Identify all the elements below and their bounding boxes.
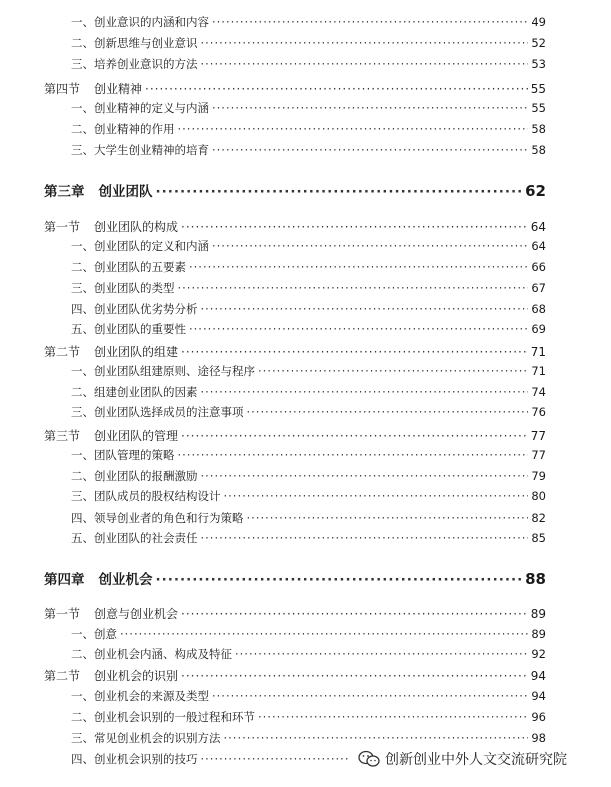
entry-title-text: 创业机会内涵、构成及特征 [94, 647, 232, 661]
entry-number: 一、 [71, 448, 94, 462]
entry-title [44, 605, 178, 622]
entry-title-text: 创业团队的管理 [94, 429, 179, 443]
dot-leader [212, 101, 528, 115]
page-number: 85 [531, 531, 546, 545]
page-number: 52 [531, 36, 546, 50]
page-number: 76 [531, 405, 546, 419]
entry-title [71, 280, 175, 296]
toc-entry [71, 280, 546, 296]
entry-number: 二、 [71, 710, 94, 724]
entry-title-text: 创新思维与创业意识 [94, 36, 198, 50]
entry-number: 第三节 [44, 429, 81, 443]
entry-title-text: 创业团队的构成 [94, 220, 179, 234]
entry-number: 第一节 [44, 220, 81, 234]
page-number: 96 [531, 710, 546, 724]
entry-title [71, 142, 209, 158]
entry-title-text: 创意与创业机会 [94, 607, 179, 621]
toc-entry [71, 646, 546, 662]
page-number: 69 [531, 322, 546, 336]
entry-number: 二、 [71, 36, 94, 50]
entry-title [71, 56, 198, 72]
entry-title-text: 团队管理的策略 [94, 448, 175, 462]
wechat-icon [358, 750, 380, 768]
page-number: 67 [531, 281, 546, 295]
entry-title [71, 384, 198, 400]
page-number: 66 [531, 260, 546, 274]
toc-entry [71, 447, 546, 463]
dot-leader [224, 731, 529, 745]
entry-title [71, 404, 244, 420]
entry-number: 二、 [71, 469, 94, 483]
toc-entry [71, 238, 546, 254]
section-entry [44, 80, 546, 97]
entry-number: 五、 [71, 531, 94, 545]
entry-title-text: 创业团队的社会责任 [94, 531, 198, 545]
dot-leader [224, 489, 529, 503]
page-number: 71 [531, 364, 546, 378]
entry-title-text: 创业机会识别的一般过程和环节 [94, 710, 255, 724]
entry-title [71, 530, 198, 546]
entry-title [71, 301, 198, 317]
entry-number: 第二节 [44, 669, 81, 683]
entry-title [71, 35, 198, 51]
entry-title-text: 创业精神的定义与内涵 [94, 101, 209, 115]
entry-title-text: 创业团队的重要性 [94, 322, 186, 336]
entry-title [71, 709, 255, 725]
dot-leader [181, 220, 528, 234]
entry-number: 一、 [71, 689, 94, 703]
entry-title-text: 创业团队的组建 [94, 345, 179, 359]
entry-title-text: 领导创业者的角色和行为策略 [94, 511, 244, 525]
section-entry [44, 343, 546, 360]
page-number: 74 [531, 385, 546, 399]
dot-leader [212, 143, 528, 157]
entry-number: 一、 [71, 239, 94, 253]
dot-leader [258, 364, 528, 378]
dot-leader [178, 281, 529, 295]
dot-leader [235, 647, 528, 661]
entry-title [71, 14, 209, 30]
entry-title [44, 427, 178, 444]
dot-leader [156, 184, 523, 200]
dot-leader [212, 689, 528, 703]
entry-number: 四、 [71, 302, 94, 316]
page-number: 64 [531, 239, 546, 253]
page-number: 94 [531, 689, 546, 703]
entry-title-text: 组建创业团队的因素 [94, 385, 198, 399]
dot-leader [212, 239, 528, 253]
entry-title-text: 创业机会的识别 [94, 669, 179, 683]
entry-title-text: 创业团队组建原则、途径与程序 [94, 364, 255, 378]
page-number: 77 [531, 448, 546, 462]
dot-leader [201, 302, 529, 316]
dot-leader [201, 531, 529, 545]
toc-entry [71, 468, 546, 484]
page-number: 94 [530, 669, 546, 683]
page-number: 55 [530, 82, 546, 96]
entry-number: 一、 [71, 101, 94, 115]
toc-entry [71, 14, 546, 30]
entry-title-text: 创业机会的来源及类型 [94, 689, 209, 703]
dot-leader [181, 429, 528, 443]
entry-title-text: 创业精神 [94, 82, 143, 96]
page-number: 89 [530, 607, 546, 621]
entry-number: 第一节 [44, 607, 81, 621]
entry-title-text: 大学生创业精神的培育 [94, 143, 209, 157]
toc-entry [71, 259, 546, 275]
entry-title-text: 创业意识的内涵和内容 [94, 15, 209, 29]
entry-title-text: 创业团队优劣势分析 [94, 302, 198, 316]
dot-leader [201, 36, 529, 50]
toc-entry [71, 301, 546, 317]
page-number: 82 [531, 511, 546, 525]
entry-title [71, 510, 244, 526]
dot-leader [247, 511, 529, 525]
page-number: 55 [531, 101, 546, 115]
toc-entry [71, 321, 546, 337]
dot-leader [247, 405, 529, 419]
chapter-entry [44, 568, 546, 588]
entry-title [71, 121, 175, 137]
toc-entry [71, 100, 546, 116]
entry-number: 三、 [71, 489, 94, 503]
entry-title [44, 180, 153, 200]
page-number: 71 [530, 345, 546, 359]
entry-number: 五、 [71, 322, 94, 336]
section-entry [44, 218, 546, 235]
entry-title [71, 646, 232, 662]
entry-title-text: 创业团队 [98, 184, 153, 200]
dot-leader [212, 15, 528, 29]
dot-leader [201, 469, 529, 483]
entry-number: 一、 [71, 364, 94, 378]
dot-leader [181, 607, 528, 621]
entry-title [44, 568, 153, 588]
entry-title [71, 321, 186, 337]
page-number: 64 [530, 220, 546, 234]
dot-leader [178, 122, 529, 136]
toc-entry [71, 363, 546, 379]
entry-title [71, 751, 198, 767]
entry-number: 第四节 [44, 82, 81, 96]
entry-title [71, 488, 221, 504]
page-number: 49 [531, 15, 546, 29]
entry-title [71, 363, 255, 379]
entry-number: 第三章 [44, 184, 85, 200]
entry-title [44, 218, 178, 235]
page-number: 62 [525, 182, 546, 200]
dot-leader [181, 669, 528, 683]
entry-title-text: 团队成员的股权结构设计 [94, 489, 221, 503]
entry-title [44, 343, 178, 360]
entry-number: 三、 [71, 143, 94, 157]
page-number: 88 [525, 570, 546, 588]
section-entry [44, 605, 546, 622]
entry-title-text: 创业机会 [98, 572, 153, 588]
entry-number: 三、 [71, 405, 94, 419]
entry-number: 第二节 [44, 345, 81, 359]
toc-entry [71, 626, 546, 642]
entry-title [44, 80, 142, 97]
entry-title [71, 468, 198, 484]
page-number: 98 [531, 731, 546, 745]
toc-entry [71, 142, 546, 158]
entry-title [71, 447, 175, 463]
toc-entry [71, 56, 546, 72]
dot-leader [178, 448, 529, 462]
entry-title [71, 100, 209, 116]
watermark-text: 创新创业中外人文交流研究院 [385, 752, 567, 768]
page-number: 53 [531, 57, 546, 71]
page-number: 58 [531, 143, 546, 157]
entry-number: 四、 [71, 511, 94, 525]
entry-title-text: 创业团队选择成员的注意事项 [94, 405, 244, 419]
entry-number: 二、 [71, 647, 94, 661]
page-number: 80 [531, 489, 546, 503]
toc-entry [71, 709, 546, 725]
dot-leader [201, 385, 529, 399]
dot-leader [201, 752, 350, 766]
dot-leader [189, 322, 528, 336]
dot-leader [120, 627, 528, 641]
page-number: 89 [531, 627, 546, 641]
entry-title-text: 创业团队的类型 [94, 281, 175, 295]
entry-title-text: 培养创业意识的方法 [94, 57, 198, 71]
toc-entry [71, 510, 546, 526]
toc-entry [71, 730, 546, 746]
page-number: 77 [530, 429, 546, 443]
entry-number: 四、 [71, 752, 94, 766]
chapter-entry [44, 180, 546, 200]
entry-title-text: 创业团队的报酬激励 [94, 469, 198, 483]
entry-title [44, 667, 178, 684]
page-number: 58 [531, 122, 546, 136]
entry-title [71, 238, 209, 254]
entry-number: 第四章 [44, 572, 85, 588]
entry-number: 三、 [71, 57, 94, 71]
entry-number: 一、 [71, 15, 94, 29]
entry-number: 二、 [71, 260, 94, 274]
page-number: 68 [531, 302, 546, 316]
watermark [358, 748, 567, 770]
entry-title-text: 创业精神的作用 [94, 122, 175, 136]
toc-entry [71, 384, 546, 400]
entry-title-text: 创业团队的定义和内涵 [94, 239, 209, 253]
toc-entry [71, 404, 546, 420]
dot-leader [258, 710, 528, 724]
dot-leader [189, 260, 528, 274]
page-number: 79 [531, 469, 546, 483]
entry-title-text: 创业团队的五要素 [94, 260, 186, 274]
entry-number: 二、 [71, 385, 94, 399]
entry-title [71, 730, 221, 746]
entry-number: 一、 [71, 627, 94, 641]
entry-title [71, 626, 117, 642]
dot-leader [145, 82, 528, 96]
toc-entry [71, 35, 546, 51]
dot-leader [156, 572, 523, 588]
dot-leader [201, 57, 529, 71]
toc-entry [71, 530, 546, 546]
entry-number: 二、 [71, 122, 94, 136]
entry-title-text: 创业机会识别的技巧 [94, 752, 198, 766]
entry-title [71, 688, 209, 704]
toc-entry [71, 688, 546, 704]
dot-leader [181, 345, 528, 359]
toc-entry [71, 121, 546, 137]
section-entry [44, 667, 546, 684]
page-number: 92 [531, 647, 546, 661]
entry-title [71, 259, 186, 275]
entry-number: 三、 [71, 281, 94, 295]
section-entry [44, 427, 546, 444]
entry-number: 三、 [71, 731, 94, 745]
entry-title-text: 创意 [94, 627, 117, 641]
entry-title-text: 常见创业机会的识别方法 [94, 731, 221, 745]
toc-entry [71, 751, 352, 767]
toc-entry [71, 488, 546, 504]
